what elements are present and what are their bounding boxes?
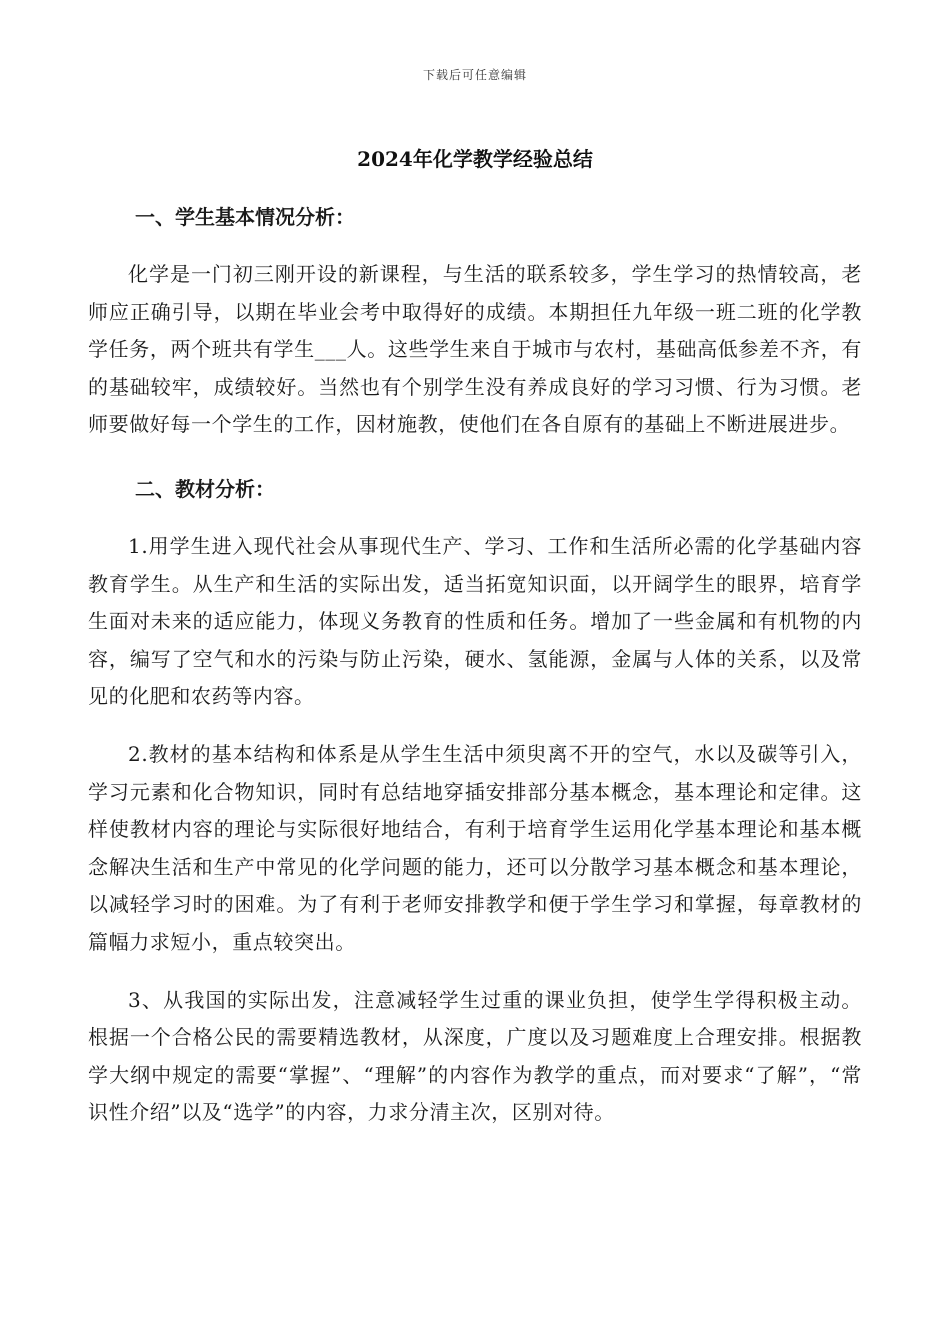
section-heading-textbook-analysis: 二、教材分析： [135,476,275,501]
paragraph-student-analysis: 化学是一门初三刚开设的新课程，与生活的联系较多，学生学习的热情较高，老师应正确引导，以期在毕业会考中取得好的成绩。本期担任九年级一班二班的化学教学任务，两个班共有学生___人。这些学生来自于城市与农村，基础高低参差不齐，有的基础较牢，成绩较好。当然也有个别学生没有养成良好的学习习惯、行为习惯。老师要做好每一个学生的工作，因材施教，使他们在各自原有的基础上不断进展进步。 [88,262,862,437]
paragraph-textbook-point-2: 2.教材的基本结构和体系是从学生生活中须臾离不开的空气，水以及碳等引入，学习元素和化合物知识，同时有总结地穿插安排部分基本概念，基本理论和定律。这样使教材内容的理论与实际很好地结合，有利于培育学生运用化学基本理论和基本概念解决生活和生产中常见的化学问题的能力，还可以分散学习基本概念和基本理论，以减轻学习时的困难。为了有利于老师安排教学和便于学生学习和掌握，每章教材的篇幅力求短小，重点较突出。 [88,741,862,954]
document-title: 2024年化学教学经验总结 [357,147,593,171]
header-note: 下载后可任意编辑 [422,68,527,82]
paragraph-textbook-point-1: 1.用学生进入现代社会从事现代生产、学习、工作和生活所必需的化学基础内容教育学生。从生产和生活的实际出发，适当拓宽知识面，以开阔学生的眼界，培育学生面对未来的适应能力，体现义务教育的性质和任务。增加了一些金属和有机物的内容，编写了空气和水的污染与防止污染，硬水、氢能源，金属与人体的关系，以及常见的化肥和农药等内容。 [88,533,862,709]
document-body [88,201,862,1132]
section-heading-student-analysis: 一、学生基本情况分析： [135,205,355,229]
paragraph-textbook-point-3: 3、从我国的实际出发，注意减轻学生过重的课业负担，使学生学得积极主动。根据一个合格公民的需要精选教材，从深度，广度以及习题难度上合理安排。根据教学大纲中规定的需要“掌握”、“理解”的内容作为教学的重点，而对要求“了解”，“常识性介绍”以及“选学”的内容，力求分清主次，区别对待。 [88,987,862,1125]
